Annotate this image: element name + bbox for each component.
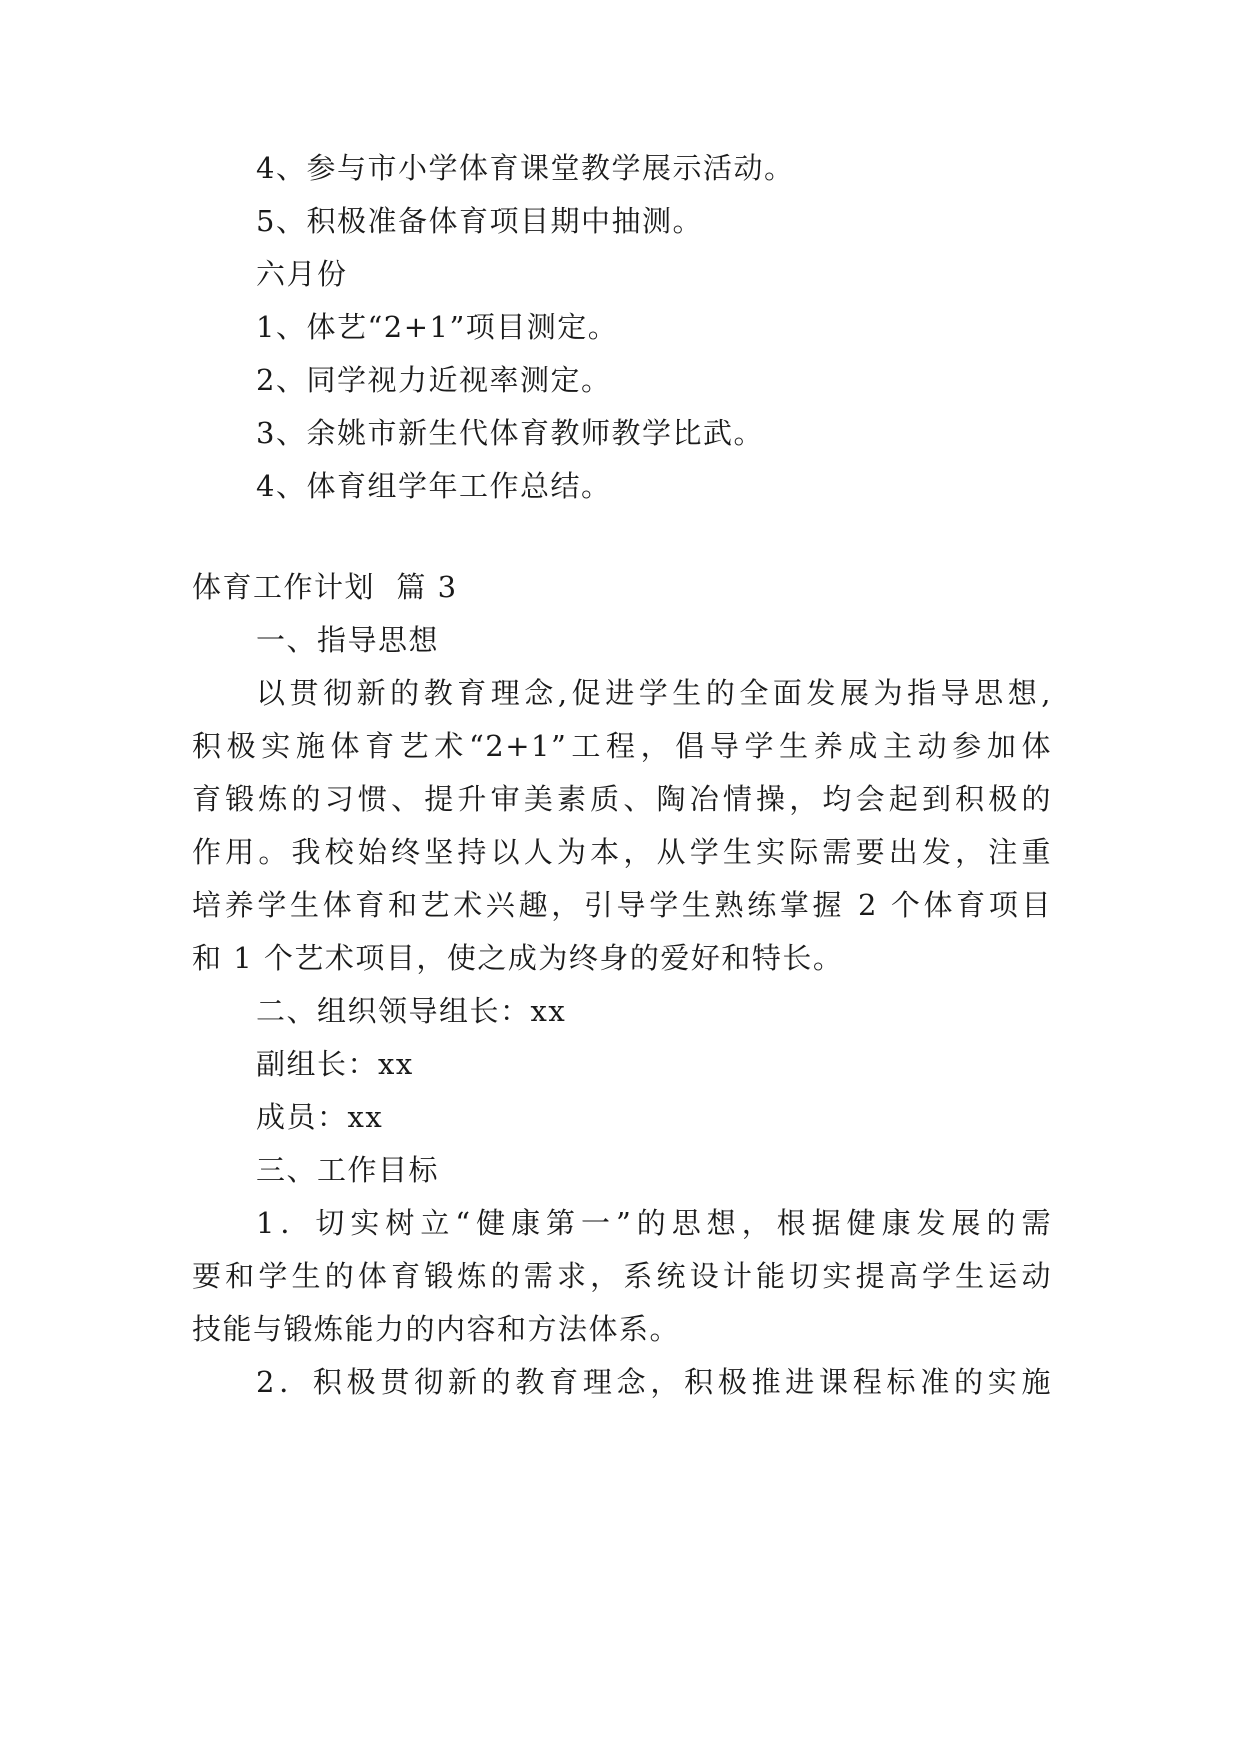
- goal1-line-3: 技能与锻炼能力的内容和方法体系。: [192, 1312, 681, 1346]
- june-item-3: 3、余姚市新生代体育教师教学比武。: [256, 416, 764, 450]
- guiding-line-5: 培养学生体育和艺术兴趣，引导学生熟练掌握 2 个体育项目: [192, 888, 1052, 922]
- guiding-heading: 一、指导思想: [256, 623, 440, 657]
- june-heading: 六月份: [256, 257, 348, 291]
- org-deputy: 副组长：xx: [256, 1047, 414, 1081]
- goal2-line-1: 2．积极贯彻新的教育理念，积极推进课程标准的实施: [256, 1365, 1052, 1399]
- article-title: 体育工作计划 篇 3: [192, 570, 458, 604]
- june-item-4: 4、体育组学年工作总结。: [256, 469, 612, 503]
- org-leader: 二、组织领导组长：xx: [256, 994, 567, 1028]
- guiding-line-6: 和 1 个艺术项目，使之成为终身的爱好和特长。: [192, 941, 844, 975]
- org-members: 成员：xx: [256, 1100, 384, 1134]
- goals-heading: 三、工作目标: [256, 1153, 440, 1187]
- june-item-1: 1、体艺“2+1”项目测定。: [256, 310, 619, 344]
- goal1-line-1: 1．切实树立“健康第一”的思想，根据健康发展的需: [256, 1206, 1052, 1240]
- prev-item-5: 5、积极准备体育项目期中抽测。: [256, 204, 703, 238]
- guiding-line-1: 以贯彻新的教育理念,促进学生的全面发展为指导思想,: [256, 676, 1052, 710]
- guiding-line-3: 育锻炼的习惯、提升审美素质、陶冶情操，均会起到积极的: [192, 782, 1052, 816]
- guiding-line-2: 积极实施体育艺术“2+1”工程，倡导学生养成主动参加体: [192, 729, 1052, 763]
- goal1-line-2: 要和学生的体育锻炼的需求，系统设计能切实提高学生运动: [192, 1259, 1052, 1293]
- guiding-line-4: 作用。我校始终坚持以人为本，从学生实际需要出发，注重: [192, 835, 1052, 869]
- june-item-2: 2、同学视力近视率测定。: [256, 363, 612, 397]
- prev-item-4: 4、参与市小学体育课堂教学展示活动。: [256, 151, 795, 185]
